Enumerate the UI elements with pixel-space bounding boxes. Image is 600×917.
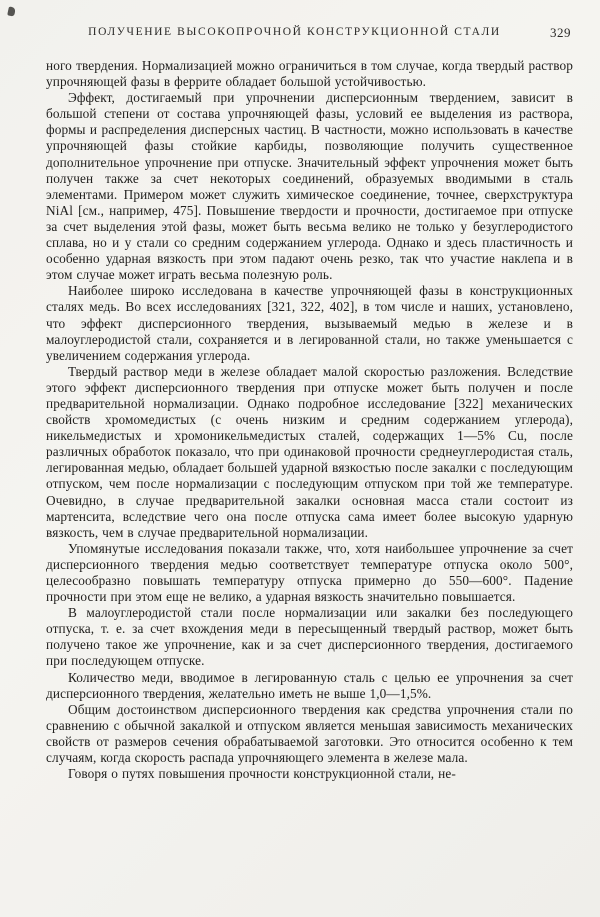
page-body [46,58,573,782]
page-number: 329 [550,25,571,40]
paragraph: Упомянутые исследования показали также, что, хотя наибольшее упрочнение за счет дисперсионного твердения медью соответствует температуре отпуска около 500°, целесообразно повышать температуру отпуска примерно до 550—600°. Падение прочности при этом еще не велико, а ударная вязкость значительно повышается. [46,540,573,605]
running-header-title: ПОЛУЧЕНИЕ ВЫСОКОПРОЧНОЙ КОНСТРУКЦИОННОЙ СТАЛИ [88,26,501,38]
paragraph: Общим достоинством дисперсионного твердения как средства упрочнения стали по сравнению с обычной закалкой и отпуском является меньшая зависимость механических свойств от размеров сечения обрабатываемой заготовки. Это относится особенно к тем случаям, когда скорость распада упрочняющего элемента в железе мала. [46,701,573,766]
paragraph: Твердый раствор меди в железе обладает малой скоростью разложения. Вследствие этого эффект дисперсионного твердения при отпуске может быть получен и после предварительной нормализации. Однако подробное исследование [322] механических свойств хромомедистых (с очень низким и средним содержанием углерода), никельмедистых и хромоникельмедистых сталей, содержащих 1—5% Cu, после различных обработок показало, что при одинаковой прочности среднеуглеродистая сталь, легированная медью, обладает большей ударной вязкостью после закалки с последующим отпуском, чем после нормализации с последующим отпуском при той же температуре. Очевидно, в случае предварительной закалки основная масса стали состоит из мартенсита, вследствие чего она после отпуска сама имеет более высокую ударную вязкость, чем в случае предварительной нормализации. [46,363,573,540]
running-header [46,26,573,50]
paragraph: Наиболее широко исследована в качестве упрочняющей фазы в конструкционных сталях медь. Во всех исследованиях [321, 322, 402], в том числе и наших, установлено, что эффект дисперсионного твердения, вызываемый медью в железе и в малоуглеродистой стали, сохраняется и в легированной стали, но также уменьшается с увеличением содержания углерода. [46,283,573,363]
paragraph: Количество меди, вводимое в легированную сталь с целью ее упрочнения за счет дисперсионного твердения, желательно иметь не выше 1,0—1,5%. [46,669,573,701]
paragraph: Эффект, достигаемый при упрочнении дисперсионным твердением, зависит в большой степени от состава упрочняющей фазы, условий ее выделения из раствора, формы и распределения дисперсных частиц. В частности, можно использовать в качестве упрочняющей фазы стойкие карбиды, позволяющие получить существенное дополнительное упрочнение при отпуске. Значительный эффект упрочнения может быть получен также за счет некоторых соединений, образуемых вводимыми в сталь элементами. Примером может служить химическое соединение, точнее, сверхструктура NiAl [см., например, 475]. Повышение твердости и прочности, достигаемое при отпуске за счет выделения этой фазы, может быть весьма велико не только у безуглеродистого сплава, но и у стали со средним содержанием углерода. Однако и здесь пластичность и особенно ударная вязкость при этом падают очень резко, так что участие наклепа и в этом случае может играть весьма полезную роль. [46,90,573,283]
paragraph: Говоря о путях повышения прочности конструкционной стали, не- [68,766,456,782]
paragraph: В малоуглеродистой стали после нормализации или закалки без последующего отпуска, т. е. за счет вхождения меди в пересыщенный твердый раствор, может быть получено такое же упрочнение, как и за счет дисперсионного твердения, достигаемого при последующем отпуске. [46,605,573,669]
scan-artifact [7,6,16,16]
paragraph: ного твердения. Нормализацией можно ограничиться в том случае, когда твердый раствор упрочняющей фазы в феррите обладает большой устойчивостью. [46,58,573,90]
